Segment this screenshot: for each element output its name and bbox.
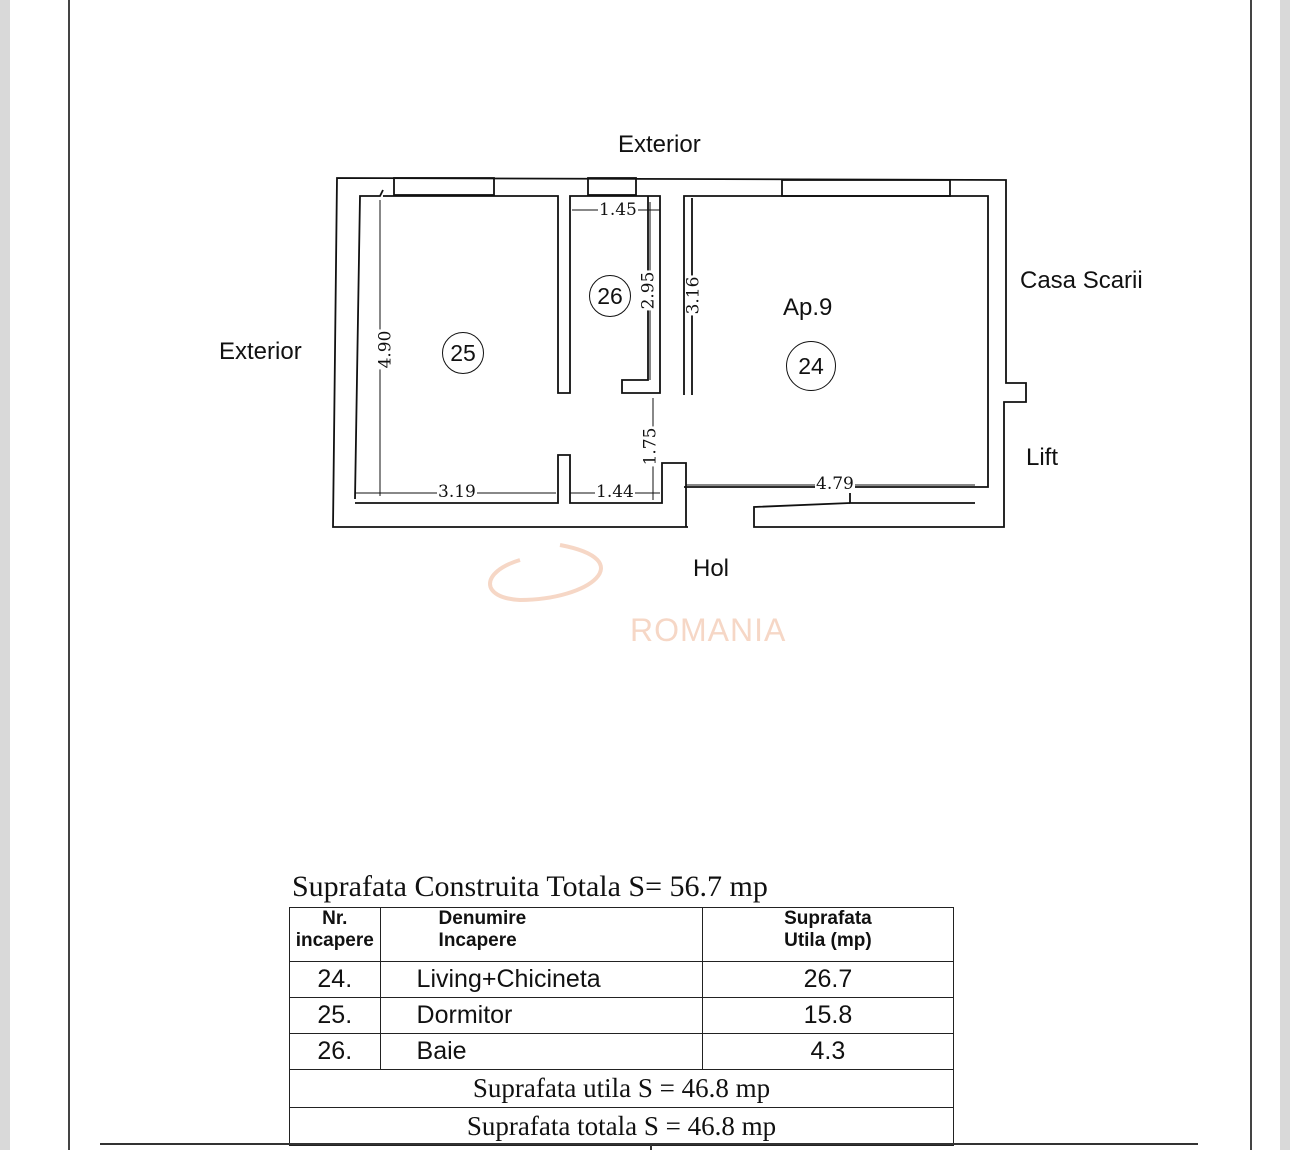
cell-name: Baie <box>380 1034 702 1070</box>
cell-nr: 24. <box>290 962 381 998</box>
inner-wall <box>684 196 988 487</box>
dimension-label: 4.90 <box>375 330 396 369</box>
watermark-logo <box>490 545 601 600</box>
dimension-label: 4.79 <box>816 474 854 494</box>
table-title: Suprafata Construita Totala S= 56.7 mp <box>292 870 768 903</box>
table-row <box>290 1034 954 1070</box>
table-header-row <box>290 908 954 962</box>
dimension-label: 1.45 <box>599 200 637 220</box>
summary-totala: Suprafata totala S = 46.8 mp <box>290 1108 954 1146</box>
summary-row-utila <box>290 1070 954 1108</box>
header-nr: Nr. incapere <box>290 908 381 962</box>
room-number-26: 26 <box>589 275 631 317</box>
label-exterior-left: Exterior <box>219 338 302 365</box>
summary-utila: Suprafata utila S = 46.8 mp <box>290 1070 954 1108</box>
summary-row-totala <box>290 1108 954 1146</box>
header-denumire: Denumire Incapere <box>380 908 702 962</box>
label-casa-scarii: Casa Scarii <box>1020 267 1143 294</box>
cell-name: Living+Chicineta <box>380 962 702 998</box>
cell-area: 15.8 <box>702 998 953 1034</box>
bottom-border-tick <box>650 1143 652 1150</box>
cell-area: 26.7 <box>702 962 953 998</box>
dimension-label: 3.19 <box>438 482 476 502</box>
table-row <box>290 962 954 998</box>
window <box>394 178 494 195</box>
cell-name: Dormitor <box>380 998 702 1034</box>
label-hol: Hol <box>693 555 730 582</box>
label-lift: Lift <box>1026 444 1059 471</box>
watermark-text: ROMANIA <box>630 612 787 648</box>
dimension-label: 2.95 <box>638 271 659 310</box>
cell-nr: 26. <box>290 1034 381 1070</box>
outer-wall <box>333 178 1026 527</box>
label-exterior-top: Exterior <box>618 131 701 158</box>
table-row <box>290 998 954 1034</box>
areas-table <box>289 907 954 1146</box>
room-number-24: 24 <box>786 341 836 391</box>
cell-area: 4.3 <box>702 1034 953 1070</box>
dimension-label: 1.44 <box>596 482 634 502</box>
cell-nr: 25. <box>290 998 381 1034</box>
inner-wall <box>355 455 686 527</box>
label-apartment: Ap.9 <box>783 294 833 321</box>
bottom-border-line <box>100 1143 1198 1145</box>
dimension-label: 3.16 <box>683 276 704 315</box>
window <box>588 178 636 195</box>
dimension-label: 1.75 <box>640 427 661 466</box>
header-suprafata: Suprafata Utila (mp) <box>702 908 953 962</box>
room-number-25: 25 <box>442 332 484 374</box>
window <box>782 180 950 196</box>
